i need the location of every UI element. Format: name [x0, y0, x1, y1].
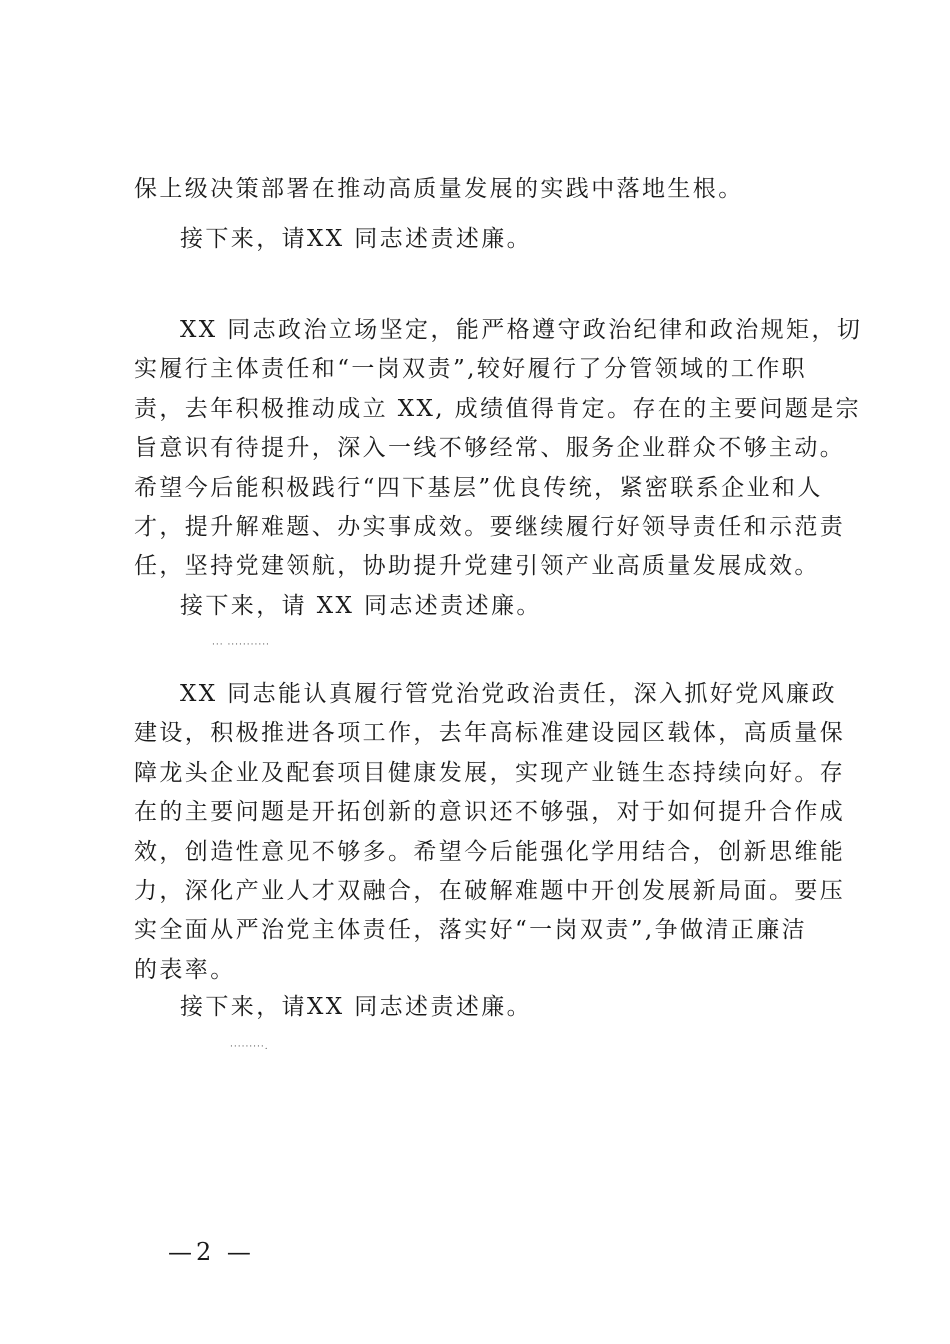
- dotted-marker: ·········.: [230, 1042, 269, 1052]
- transition-sentence: 接下来，请 XX 同志述责述廉。: [180, 593, 542, 619]
- paragraph-text-line: 希望今后能积极践行“四下基层”优良传统，紧密联系企业和人: [134, 475, 823, 501]
- paragraph-text-line: 实履行主体责任和“一岗双责”,较好履行了分管领域的工作职: [134, 356, 808, 382]
- transition-sentence: 接下来，请XX 同志述责述廉。: [180, 226, 533, 252]
- paragraph-text-line: 在的主要问题是开拓创新的意识还不够强，对于如何提升合作成: [134, 799, 846, 825]
- paragraph-text-line: 效，创造性意见不够多。希望今后能强化学用结合，创新思维能: [134, 839, 846, 865]
- paragraph-text-line: 障龙头企业及配套项目健康发展，实现产业链生态持续向好。存: [134, 760, 846, 786]
- paragraph-text-line: 力，深化产业人才双融合，在破解难题中开创发展新局面。要压: [134, 878, 846, 904]
- transition-sentence: 接下来，请XX 同志述责述廉。: [180, 994, 533, 1020]
- dotted-marker: ··· ···········: [212, 640, 270, 650]
- paragraph-text-line: XX 同志政治立场坚定，能严格遵守政治纪律和政治规矩，切: [180, 317, 863, 343]
- paragraph-text-line: 建设，积极推进各项工作，去年高标准建设园区载体，高质量保: [134, 720, 846, 746]
- paragraph-text-line: 旨意识有待提升，深入一线不够经常、服务企业群众不够主动。: [134, 435, 846, 461]
- paragraph-text-line: 任，坚持党建领航，协助提升党建引领产业高质量发展成效。: [134, 553, 820, 579]
- paragraph-text-line: 保上级决策部署在推动高质量发展的实践中落地生根。: [134, 176, 744, 202]
- paragraph-text-line: 才，提升解难题、办实事成效。要继续履行好领导责任和示范责: [134, 514, 846, 540]
- paragraph-text-line: XX 同志能认真履行管党治党政治责任，深入抓好党风廉政: [180, 681, 837, 707]
- paragraph-text-line: 实全面从严治党主体责任，落实好“一岗双责”,争做清正廉洁: [134, 917, 808, 943]
- page-number: —2 —: [168, 1238, 255, 1266]
- paragraph-text-line: 的表率。: [134, 957, 236, 983]
- paragraph-text-line: 责，去年积极推动成立 XX, 成绩值得肯定。存在的主要问题是宗: [134, 396, 862, 422]
